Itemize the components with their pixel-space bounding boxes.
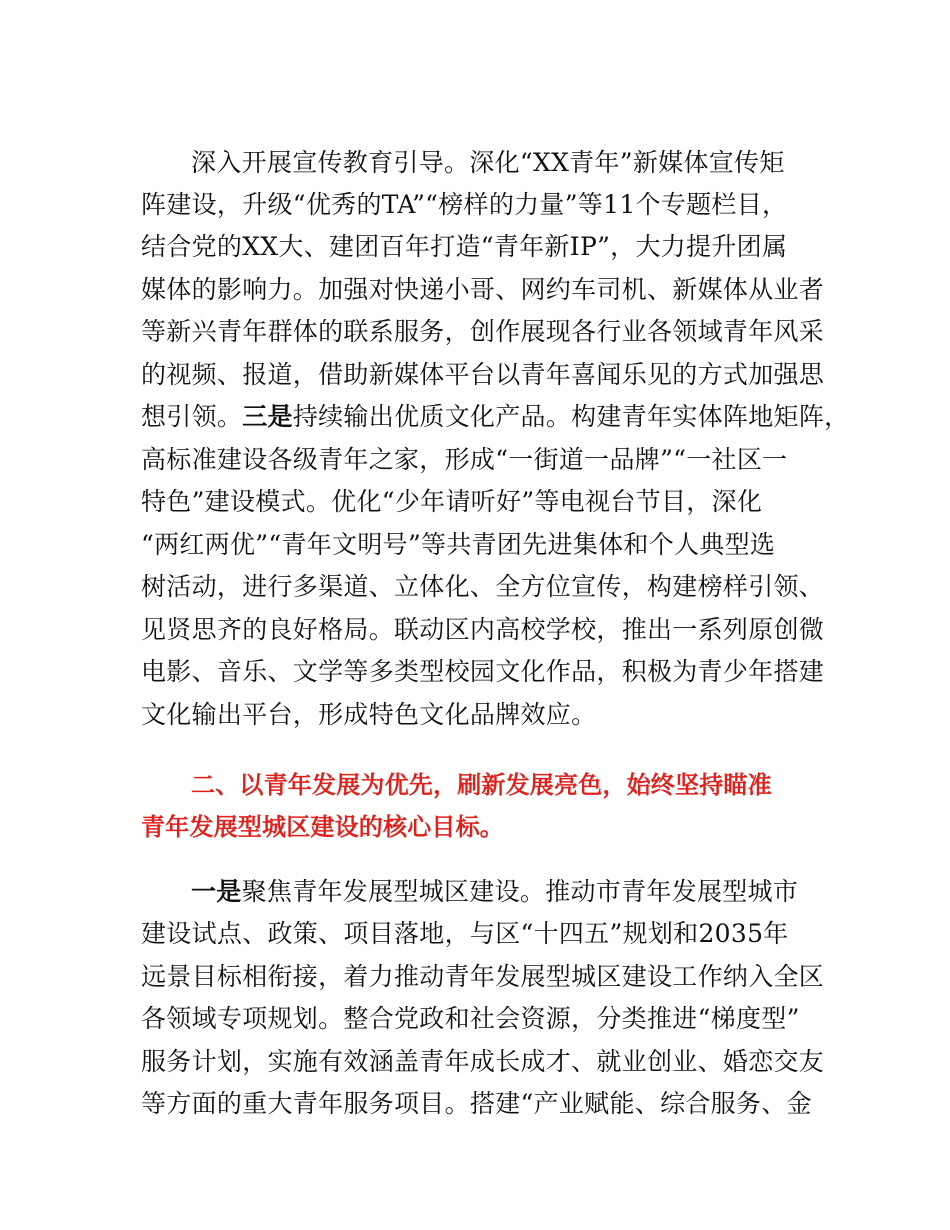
paragraph-1-line-6: 的视频、报道，借助新媒体平台以青年喜闻乐见的方式加强思 (141, 360, 825, 389)
paragraph-1-line-7-start: 想引领。 (141, 402, 243, 431)
paragraph-1-line-7-end: 持续输出优质文化产品。构建青年实体阵地矩阵， (292, 402, 850, 431)
emphasis-three: 三是 (242, 402, 293, 431)
section-heading-line-2: 青年发展型城区建设的核心目标。 (141, 813, 504, 841)
paragraph-1-line-1: 深入开展宣传教育引导。深化“XX青年”新媒体宣传矩 (191, 148, 785, 177)
paragraph-2-line-2: 建设试点、政策、项目落地，与区“十四五”规划和2035年 (141, 919, 789, 948)
paragraph-2-line-4: 各领域专项规划。整合党政和社会资源，分类推进“梯度型” (141, 1004, 800, 1033)
paragraph-1-line-14: 文化输出平台，形成特色文化品牌效应。 (141, 700, 597, 729)
paragraph-1-line-5: 等新兴青年群体的联系服务，创作展现各行业各领域青年风采 (141, 317, 825, 346)
paragraph-1-line-13: 电影、音乐、文学等多类型校园文化作品，积极为青少年搭建 (141, 657, 825, 686)
paragraph-1-line-7 (141, 400, 849, 434)
paragraph-1-line-4: 媒体的影响力。加强对快递小哥、网约车司机、新媒体从业者 (141, 275, 825, 304)
emphasis-one: 一是 (191, 877, 242, 906)
paragraph-2-line-6: 等方面的重大青年服务项目。搭建“产业赋能、综合服务、金 (141, 1089, 812, 1118)
paragraph-2-line-1 (191, 875, 798, 909)
paragraph-1-line-11: 树活动，进行多渠道、立体化、全方位宣传，构建榜样引领、 (141, 572, 825, 601)
paragraph-1-line-12: 见贤思齐的良好格局。联动区内高校学校，推出一系列原创微 (141, 615, 825, 644)
paragraph-1-line-2: 阵建设，升级“优秀的TA”“榜样的力量”等11个专题栏目， (141, 190, 788, 219)
paragraph-1-line-8: 高标准建设各级青年之家，形成“一街道一品牌”“一社区一 (141, 445, 788, 474)
paragraph-1-line-9: 特色”建设模式。优化“少年请听好”等电视台节目，深化 (141, 487, 763, 516)
section-heading-line-1: 二、以青年发展为优先，刷新发展亮色，始终坚持瞄准 (191, 771, 772, 799)
paragraph-2-line-1-end: 聚焦青年发展型城区建设。推动市青年发展型城市 (241, 877, 799, 906)
paragraph-1-line-10: “两红两优”“青年文明号”等共青团先进集体和个人典型选 (141, 530, 776, 559)
paragraph-2-line-5: 服务计划，实施有效涵盖青年成长成才、就业创业、婚恋交友 (141, 1047, 825, 1076)
paragraph-2-line-3: 远景目标相衔接，着力推动青年发展型城区建设工作纳入全区 (141, 962, 825, 991)
paragraph-1-line-3: 结合党的XX大、建团百年打造“青年新IP”，大力提升团属 (141, 232, 788, 261)
